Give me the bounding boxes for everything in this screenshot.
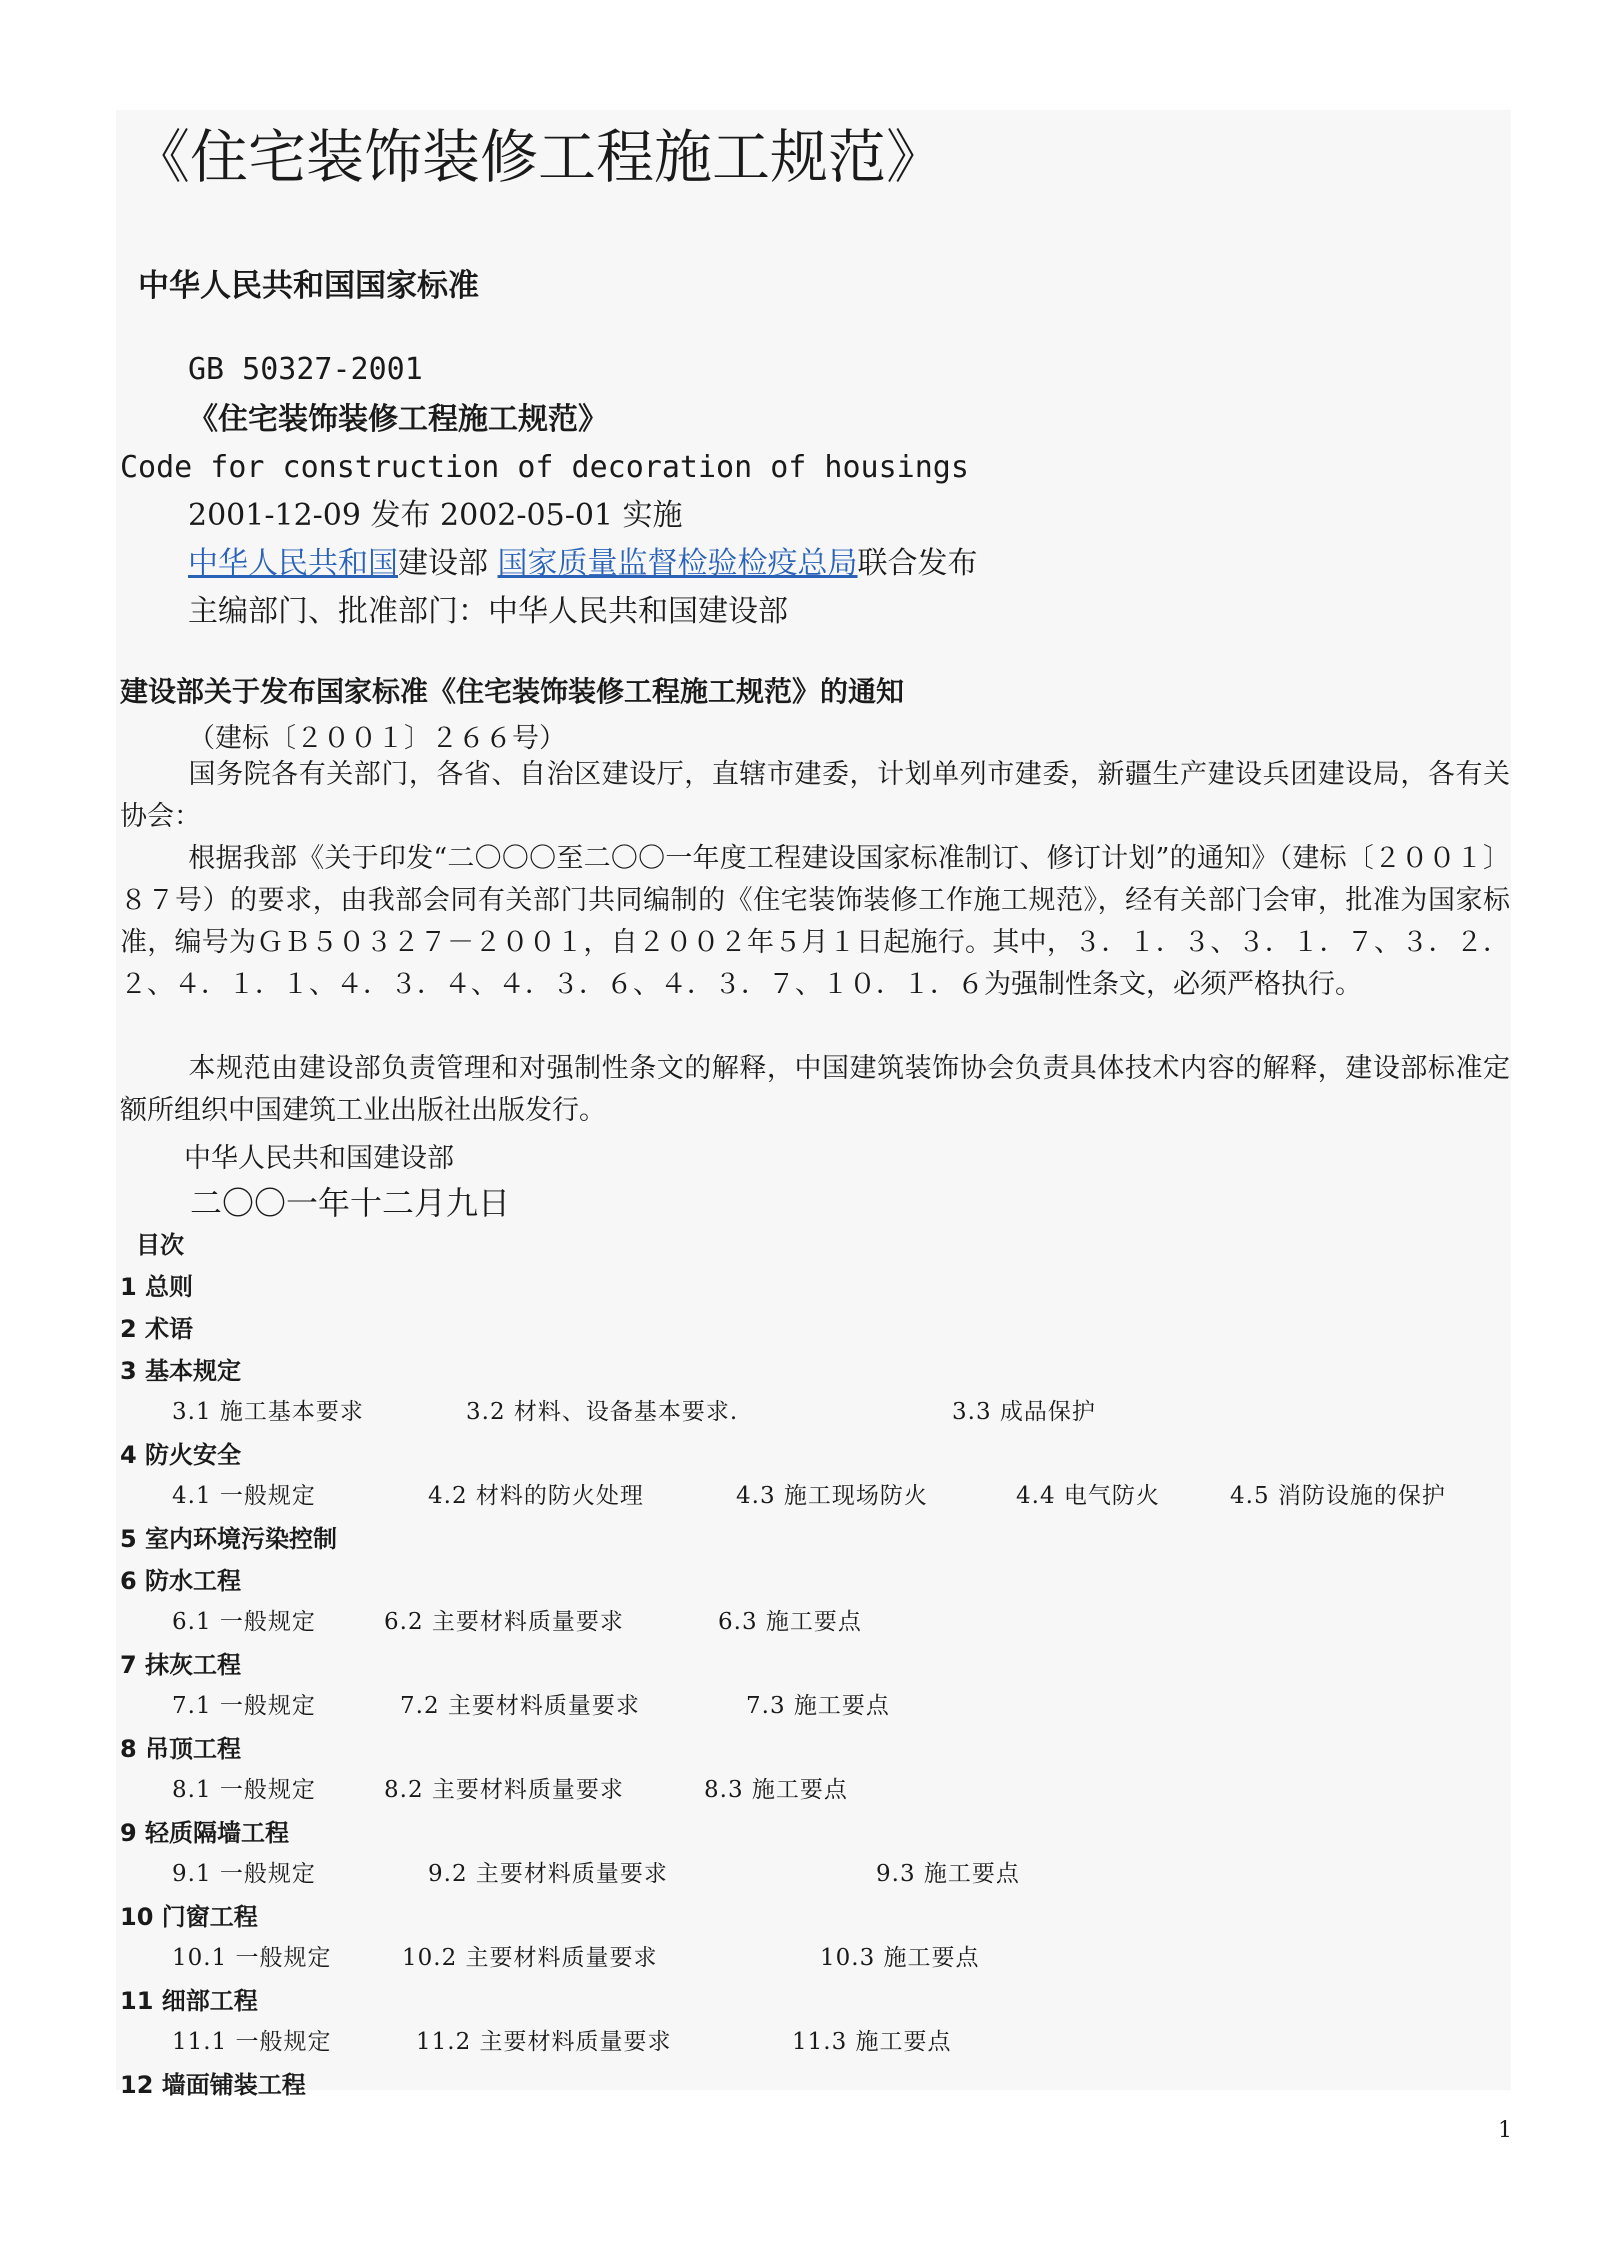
toc-section[interactable]: 7.3 施工要点	[746, 1693, 890, 1719]
toc-section[interactable]: 7.1 一般规定	[172, 1693, 316, 1719]
toc-heading: 目次	[136, 1231, 184, 1259]
english-title: Code for construction of decoration of housings	[120, 450, 969, 485]
toc-chapter[interactable]: 9 轻质隔墙工程	[120, 1819, 290, 1847]
toc-chapter[interactable]: 4 防火安全	[120, 1441, 242, 1469]
toc-chapter[interactable]: 10 门窗工程	[120, 1903, 258, 1931]
toc-chapter[interactable]: 5 室内环境污染控制	[120, 1525, 338, 1553]
toc-section[interactable]: 9.3 施工要点	[876, 1861, 1020, 1887]
toc-section[interactable]: 4.2 材料的防火处理	[428, 1483, 644, 1509]
toc-chapter[interactable]: 2 术语	[120, 1315, 194, 1343]
toc-section[interactable]: 3.2 材料、设备基本要求.	[466, 1399, 739, 1425]
link-aqsiq[interactable]: 国家质量监督检验检疫总局	[497, 546, 858, 581]
toc-section[interactable]: 8.3 施工要点	[704, 1777, 848, 1803]
page-number: 1	[1498, 2118, 1512, 2143]
toc-section[interactable]: 4.5 消防设施的保护	[1230, 1483, 1446, 1509]
toc-chapter[interactable]: 12 墙面铺装工程	[120, 2071, 306, 2099]
toc-chapter[interactable]: 7 抹灰工程	[120, 1651, 242, 1679]
toc-section[interactable]: 11.2 主要材料质量要求	[416, 2029, 672, 2055]
publisher-text-1: 建设部	[398, 546, 498, 581]
toc-section[interactable]: 10.1 一般规定	[172, 1945, 332, 1971]
notice-date: 二〇〇一年十二月九日	[190, 1184, 511, 1222]
publisher-text-2: 联合发布	[857, 546, 978, 581]
document-title: 《住宅装饰装修工程施工规范》	[132, 123, 945, 191]
publishers-line	[188, 542, 978, 586]
toc-chapter[interactable]: 8 吊顶工程	[120, 1735, 242, 1763]
issue-dates: 2001-12-09 发布 2002-05-01 实施	[188, 498, 683, 533]
body-1-text: 根据我部《关于印发“二〇〇〇至二〇〇一年度工程建设国家标准制订、修订计划”的通知》（建标〔２００１〕８７号）的要求，由我部会同有关部门共同编制的《住宅装饰装修工作施工规范》，经有关部门会审，批准为国家标准，编号为ＧＢ５０３２７－２００１，自２００２年５月１日起施行。其中，３．１．３、３．１．７、３．２．２、４．１．１、４．３．４、４．３．６、４．３．７、１０．１．６为强制性条文，必须严格执行。	[120, 843, 1510, 1000]
notice-signature: 中华人民共和国建设部	[184, 1143, 454, 1174]
notice-title: 建设部关于发布国家标准《住宅装饰装修工程施工规范》的通知	[120, 675, 905, 708]
body-2-text: 本规范由建设部负责管理和对强制性条文的解释，中国建筑装饰协会负责具体技术内容的解释，建设部标准定额所组织中国建筑工业出版社出版发行。	[120, 1053, 1510, 1126]
standard-code: GB 50327-2001	[188, 352, 423, 387]
toc-chapter[interactable]: 6 防水工程	[120, 1567, 242, 1595]
notice-addressees	[120, 754, 1510, 838]
toc-section[interactable]: 8.1 一般规定	[172, 1777, 316, 1803]
toc-section[interactable]: 4.3 施工现场防火	[736, 1483, 928, 1509]
toc-section[interactable]: 11.3 施工要点	[792, 2029, 952, 2055]
toc-section[interactable]: 9.2 主要材料质量要求	[428, 1861, 668, 1887]
standard-subtitle: 《住宅装饰装修工程施工规范》	[188, 402, 608, 437]
toc-section[interactable]: 6.3 施工要点	[718, 1609, 862, 1635]
toc-chapter[interactable]: 1 总则	[120, 1273, 194, 1301]
toc-section[interactable]: 6.2 主要材料质量要求	[384, 1609, 624, 1635]
toc-chapter[interactable]: 3 基本规定	[120, 1357, 242, 1385]
notice-body-1	[120, 838, 1510, 1006]
addressees-text: 国务院各有关部门，各省、自治区建设厅，直辖市建委，计划单列市建委，新疆生产建设兵团建设局，各有关协会：	[120, 759, 1510, 832]
link-prc[interactable]: 中华人民共和国	[188, 546, 398, 581]
editor-line: 主编部门、批准部门：中华人民共和国建设部	[188, 594, 788, 629]
toc-section[interactable]: 3.1 施工基本要求	[172, 1399, 364, 1425]
toc-chapter[interactable]: 11 细部工程	[120, 1987, 258, 2015]
toc-section[interactable]: 3.3 成品保护	[952, 1399, 1096, 1425]
toc-section[interactable]: 11.1 一般规定	[172, 2029, 332, 2055]
notice-number: （建标〔２００１〕２６６号）	[188, 723, 566, 754]
toc-section[interactable]: 4.4 电气防火	[1016, 1483, 1160, 1509]
toc-section[interactable]: 10.2 主要材料质量要求	[402, 1945, 658, 1971]
toc-section[interactable]: 4.1 一般规定	[172, 1483, 316, 1509]
toc-section[interactable]: 8.2 主要材料质量要求	[384, 1777, 624, 1803]
toc-section[interactable]: 6.1 一般规定	[172, 1609, 316, 1635]
toc-section[interactable]: 7.2 主要材料质量要求	[400, 1693, 640, 1719]
toc-section[interactable]: 10.3 施工要点	[820, 1945, 980, 1971]
toc-section[interactable]: 9.1 一般规定	[172, 1861, 316, 1887]
notice-body-2	[120, 1048, 1510, 1132]
organization-label: 中华人民共和国国家标准	[138, 268, 479, 304]
